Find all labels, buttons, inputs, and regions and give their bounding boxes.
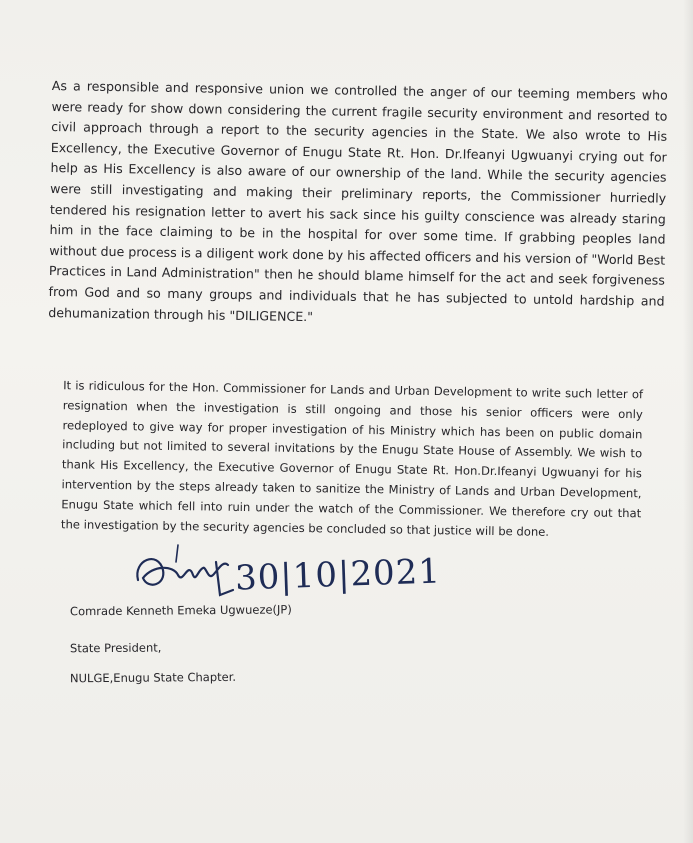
letter-paragraph-1: As a responsible and responsive union we controlled the anger of our teeming members who were ready for show down considering the current fragile security environment and resorted to civil approach through a report to the security agencies in the State. We also wrote to His Excellency, the Executive Governor of Enugu State Rt. Hon. Dr.Ifeanyi Ugwuanyi crying out for help as His Excellency is also aware of our ownership of the land. While the security agencies were still investigating and making their preliminary reports, the Commissioner hurriedly tendered his resignation letter to avert his sack since his guilty conscience was already staring him in the face claiming to be in the hospital for over some time. If grabbing peoples land without due process is a diligent work done by his affected officers and his version of "World Best Practices in Land Administration" then he should blame himself for the act and seek forgiveness from God and so many groups and individuals that he has subjected to untold hardship and dehumanization through his "DILIGENCE."	[48, 77, 668, 324]
page-edge-shadow	[683, 0, 693, 843]
signatory-title: State President,	[69, 640, 162, 656]
letter-paragraph-2: It is ridiculous for the Hon. Commissioner for Lands and Urban Development to write such letter of resignation when the investigation is still ongoing and those his senior officers were only redeployed to give way for proper investigation of his Ministry which has been on public domain including but not limited to several invitations by the Enugu State House of Assembly. We wish to thank His Excellency, the Executive Governor of Enugu State Rt. Hon.Dr.Ifeanyi Ugwuanyi for his intervention by the steps already taken to sanitize the Ministry of Lands and Urban Development, Enugu State which fell into ruin under the watch of the Commissioner. We therefore cry out that the investigation by the security agencies be concluded so that justice will be done.	[60, 378, 644, 539]
signatory-name: Comrade Kenneth Emeka Ugwueze(JP)	[69, 602, 292, 619]
signature-date: 30|10|2021	[234, 551, 442, 599]
signatory-organization: NULGE,Enugu State Chapter.	[69, 669, 237, 686]
letter-body	[48, 76, 668, 539]
